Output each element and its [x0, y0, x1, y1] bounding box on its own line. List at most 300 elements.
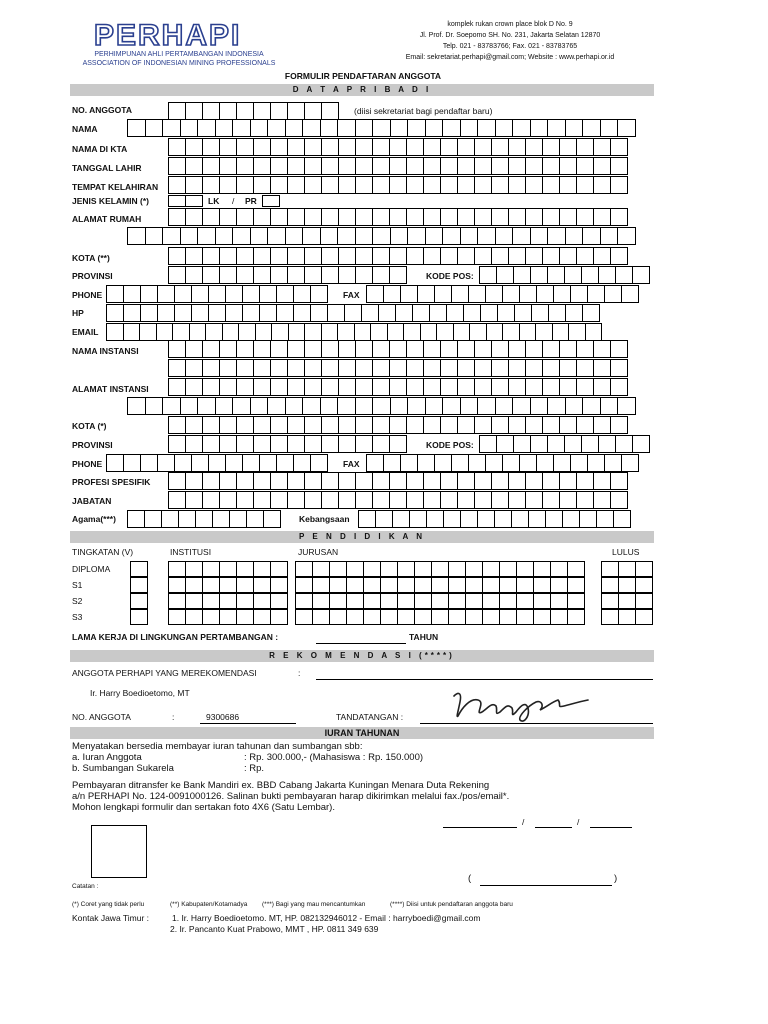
- char-box[interactable]: [448, 609, 466, 625]
- provinsi-boxes[interactable]: [168, 266, 406, 284]
- char-box[interactable]: [412, 304, 430, 322]
- char-box[interactable]: [516, 593, 534, 609]
- char-box[interactable]: [287, 157, 305, 175]
- char-box[interactable]: [596, 510, 614, 528]
- char-box[interactable]: [337, 323, 355, 341]
- char-box[interactable]: [304, 176, 322, 194]
- char-box[interactable]: [491, 138, 509, 156]
- char-box[interactable]: [355, 378, 373, 396]
- edu-check-box[interactable]: [130, 577, 147, 593]
- char-box[interactable]: [168, 195, 186, 207]
- char-box[interactable]: [547, 119, 566, 137]
- jenis-kelamin-box-end[interactable]: [262, 195, 279, 207]
- char-box[interactable]: [559, 472, 577, 490]
- char-box[interactable]: [406, 157, 424, 175]
- char-box[interactable]: [440, 472, 458, 490]
- edu-jurusan-boxes[interactable]: [295, 593, 584, 609]
- char-box[interactable]: [140, 454, 158, 472]
- char-box[interactable]: [285, 119, 304, 137]
- char-box[interactable]: [423, 157, 441, 175]
- char-box[interactable]: [593, 340, 611, 358]
- char-box[interactable]: [372, 340, 390, 358]
- char-box[interactable]: [414, 561, 432, 577]
- char-box[interactable]: [312, 593, 330, 609]
- char-box[interactable]: [567, 593, 585, 609]
- char-box[interactable]: [482, 577, 500, 593]
- char-box[interactable]: [508, 176, 526, 194]
- char-box[interactable]: [491, 157, 509, 175]
- char-box[interactable]: [615, 266, 633, 284]
- char-box[interactable]: [270, 157, 288, 175]
- char-box[interactable]: [185, 561, 203, 577]
- char-box[interactable]: [372, 227, 391, 245]
- char-box[interactable]: [222, 323, 240, 341]
- char-box[interactable]: [372, 208, 390, 226]
- char-box[interactable]: [604, 285, 622, 303]
- char-box[interactable]: [617, 227, 636, 245]
- char-box[interactable]: [440, 138, 458, 156]
- char-box[interactable]: [442, 227, 461, 245]
- char-box[interactable]: [168, 593, 186, 609]
- char-box[interactable]: [474, 340, 492, 358]
- char-box[interactable]: [610, 378, 628, 396]
- char-box[interactable]: [168, 416, 186, 434]
- char-box[interactable]: [236, 577, 254, 593]
- char-box[interactable]: [123, 285, 141, 303]
- char-box[interactable]: [304, 323, 322, 341]
- char-box[interactable]: [477, 510, 495, 528]
- char-box[interactable]: [598, 266, 616, 284]
- char-box[interactable]: [414, 577, 432, 593]
- char-box[interactable]: [145, 227, 164, 245]
- char-box[interactable]: [406, 138, 424, 156]
- char-box[interactable]: [168, 138, 186, 156]
- char-box[interactable]: [195, 510, 213, 528]
- char-box[interactable]: [491, 416, 509, 434]
- char-box[interactable]: [185, 102, 203, 120]
- char-box[interactable]: [496, 435, 514, 453]
- char-box[interactable]: [559, 138, 577, 156]
- nama-kta-boxes[interactable]: [168, 138, 627, 156]
- char-box[interactable]: [276, 285, 294, 303]
- fax-boxes[interactable]: [366, 285, 638, 303]
- char-box[interactable]: [168, 102, 186, 120]
- char-box[interactable]: [157, 304, 175, 322]
- char-box[interactable]: [635, 577, 653, 593]
- char-box[interactable]: [302, 227, 321, 245]
- char-box[interactable]: [497, 304, 515, 322]
- char-box[interactable]: [295, 609, 313, 625]
- edu-lulus-boxes[interactable]: [601, 577, 652, 593]
- char-box[interactable]: [530, 227, 549, 245]
- char-box[interactable]: [431, 593, 449, 609]
- char-box[interactable]: [593, 157, 611, 175]
- char-box[interactable]: [610, 176, 628, 194]
- char-box[interactable]: [542, 176, 560, 194]
- char-box[interactable]: [499, 609, 517, 625]
- char-box[interactable]: [553, 454, 571, 472]
- char-box[interactable]: [536, 285, 554, 303]
- char-box[interactable]: [321, 491, 339, 509]
- char-box[interactable]: [180, 227, 199, 245]
- char-box[interactable]: [312, 577, 330, 593]
- char-box[interactable]: [474, 157, 492, 175]
- char-box[interactable]: [593, 247, 611, 265]
- char-box[interactable]: [482, 593, 500, 609]
- char-box[interactable]: [202, 378, 220, 396]
- char-box[interactable]: [495, 227, 514, 245]
- char-box[interactable]: [270, 247, 288, 265]
- char-box[interactable]: [542, 138, 560, 156]
- hp-boxes[interactable]: [106, 304, 599, 322]
- char-box[interactable]: [425, 397, 444, 415]
- char-box[interactable]: [525, 416, 543, 434]
- char-box[interactable]: [168, 157, 186, 175]
- char-box[interactable]: [601, 561, 619, 577]
- char-box[interactable]: [491, 472, 509, 490]
- char-box[interactable]: [285, 397, 304, 415]
- char-box[interactable]: [559, 247, 577, 265]
- char-box[interactable]: [355, 491, 373, 509]
- char-box[interactable]: [354, 323, 372, 341]
- char-box[interactable]: [145, 119, 164, 137]
- char-box[interactable]: [106, 454, 124, 472]
- char-box[interactable]: [508, 208, 526, 226]
- char-box[interactable]: [499, 577, 517, 593]
- char-box[interactable]: [565, 304, 583, 322]
- char-box[interactable]: [576, 416, 594, 434]
- char-box[interactable]: [542, 472, 560, 490]
- char-box[interactable]: [593, 472, 611, 490]
- char-box[interactable]: [486, 323, 504, 341]
- char-box[interactable]: [508, 378, 526, 396]
- char-box[interactable]: [304, 378, 322, 396]
- char-box[interactable]: [482, 609, 500, 625]
- char-box[interactable]: [144, 510, 162, 528]
- char-box[interactable]: [185, 378, 203, 396]
- char-box[interactable]: [338, 208, 356, 226]
- char-box[interactable]: [494, 510, 512, 528]
- char-box[interactable]: [355, 157, 373, 175]
- char-box[interactable]: [250, 119, 269, 137]
- char-box[interactable]: [127, 510, 145, 528]
- char-box[interactable]: [162, 119, 181, 137]
- char-box[interactable]: [547, 266, 565, 284]
- char-box[interactable]: [440, 378, 458, 396]
- char-box[interactable]: [168, 340, 186, 358]
- char-box[interactable]: [440, 359, 458, 377]
- char-box[interactable]: [304, 247, 322, 265]
- char-box[interactable]: [236, 378, 254, 396]
- char-box[interactable]: [460, 510, 478, 528]
- char-box[interactable]: [495, 397, 514, 415]
- char-box[interactable]: [287, 416, 305, 434]
- char-box[interactable]: [499, 561, 517, 577]
- char-box[interactable]: [389, 138, 407, 156]
- char-box[interactable]: [491, 378, 509, 396]
- char-box[interactable]: [465, 609, 483, 625]
- char-box[interactable]: [372, 247, 390, 265]
- char-box[interactable]: [219, 359, 237, 377]
- char-box[interactable]: [197, 119, 216, 137]
- char-box[interactable]: [205, 323, 223, 341]
- char-box[interactable]: [168, 266, 186, 284]
- char-box[interactable]: [202, 266, 220, 284]
- char-box[interactable]: [372, 138, 390, 156]
- char-box[interactable]: [448, 561, 466, 577]
- char-box[interactable]: [276, 454, 294, 472]
- char-box[interactable]: [370, 323, 388, 341]
- kota-instansi-boxes[interactable]: [168, 416, 627, 434]
- nama-boxes[interactable]: [127, 119, 635, 137]
- char-box[interactable]: [262, 195, 280, 207]
- char-box[interactable]: [425, 227, 444, 245]
- char-box[interactable]: [567, 577, 585, 593]
- char-box[interactable]: [225, 285, 243, 303]
- char-box[interactable]: [253, 138, 271, 156]
- char-box[interactable]: [542, 340, 560, 358]
- char-box[interactable]: [232, 227, 251, 245]
- char-box[interactable]: [423, 416, 441, 434]
- char-box[interactable]: [321, 266, 339, 284]
- char-box[interactable]: [491, 208, 509, 226]
- char-box[interactable]: [127, 227, 146, 245]
- char-box[interactable]: [440, 247, 458, 265]
- char-box[interactable]: [338, 340, 356, 358]
- char-box[interactable]: [287, 176, 305, 194]
- lama-kerja-field[interactable]: [316, 633, 406, 644]
- char-box[interactable]: [547, 397, 566, 415]
- char-box[interactable]: [632, 435, 650, 453]
- char-box[interactable]: [383, 285, 401, 303]
- char-box[interactable]: [477, 397, 496, 415]
- char-box[interactable]: [535, 323, 553, 341]
- char-box[interactable]: [508, 157, 526, 175]
- char-box[interactable]: [372, 359, 390, 377]
- char-box[interactable]: [219, 340, 237, 358]
- char-box[interactable]: [552, 323, 570, 341]
- char-box[interactable]: [516, 561, 534, 577]
- char-box[interactable]: [576, 157, 594, 175]
- nama-instansi-boxes-2[interactable]: [168, 359, 627, 377]
- char-box[interactable]: [185, 266, 203, 284]
- char-box[interactable]: [180, 119, 199, 137]
- char-box[interactable]: [474, 208, 492, 226]
- char-box[interactable]: [407, 397, 426, 415]
- char-box[interactable]: [321, 323, 339, 341]
- char-box[interactable]: [363, 577, 381, 593]
- char-box[interactable]: [168, 247, 186, 265]
- char-box[interactable]: [270, 138, 288, 156]
- char-box[interactable]: [389, 157, 407, 175]
- char-box[interactable]: [270, 577, 288, 593]
- char-box[interactable]: [253, 593, 271, 609]
- char-box[interactable]: [565, 119, 584, 137]
- char-box[interactable]: [514, 304, 532, 322]
- date-year-line[interactable]: [590, 817, 632, 828]
- char-box[interactable]: [508, 340, 526, 358]
- char-box[interactable]: [270, 561, 288, 577]
- char-box[interactable]: [363, 593, 381, 609]
- char-box[interactable]: [197, 397, 216, 415]
- char-box[interactable]: [338, 491, 356, 509]
- char-box[interactable]: [304, 472, 322, 490]
- char-box[interactable]: [321, 340, 339, 358]
- char-box[interactable]: [451, 454, 469, 472]
- char-box[interactable]: [567, 561, 585, 577]
- char-box[interactable]: [202, 577, 220, 593]
- char-box[interactable]: [253, 102, 271, 120]
- char-box[interactable]: [355, 472, 373, 490]
- char-box[interactable]: [253, 435, 271, 453]
- char-box[interactable]: [232, 397, 251, 415]
- char-box[interactable]: [553, 285, 571, 303]
- char-box[interactable]: [593, 208, 611, 226]
- char-box[interactable]: [406, 247, 424, 265]
- char-box[interactable]: [270, 609, 288, 625]
- char-box[interactable]: [610, 157, 628, 175]
- char-box[interactable]: [610, 491, 628, 509]
- char-box[interactable]: [321, 208, 339, 226]
- char-box[interactable]: [621, 285, 639, 303]
- char-box[interactable]: [162, 227, 181, 245]
- char-box[interactable]: [338, 435, 356, 453]
- char-box[interactable]: [593, 416, 611, 434]
- char-box[interactable]: [474, 416, 492, 434]
- char-box[interactable]: [185, 176, 203, 194]
- char-box[interactable]: [593, 378, 611, 396]
- char-box[interactable]: [267, 397, 286, 415]
- alamat-instansi-boxes-1[interactable]: [168, 378, 627, 396]
- char-box[interactable]: [550, 577, 568, 593]
- char-box[interactable]: [409, 510, 427, 528]
- char-box[interactable]: [463, 304, 481, 322]
- char-box[interactable]: [372, 435, 390, 453]
- char-box[interactable]: [380, 593, 398, 609]
- char-box[interactable]: [127, 397, 146, 415]
- phone-boxes[interactable]: [106, 285, 327, 303]
- char-box[interactable]: [338, 472, 356, 490]
- char-box[interactable]: [202, 157, 220, 175]
- char-box[interactable]: [232, 119, 251, 137]
- char-box[interactable]: [355, 266, 373, 284]
- char-box[interactable]: [610, 359, 628, 377]
- char-box[interactable]: [185, 416, 203, 434]
- char-box[interactable]: [253, 266, 271, 284]
- char-box[interactable]: [355, 119, 374, 137]
- char-box[interactable]: [474, 138, 492, 156]
- char-box[interactable]: [397, 593, 415, 609]
- char-box[interactable]: [440, 416, 458, 434]
- char-box[interactable]: [106, 285, 124, 303]
- alamat-rumah-boxes-1[interactable]: [168, 208, 627, 226]
- char-box[interactable]: [168, 491, 186, 509]
- char-box[interactable]: [302, 397, 321, 415]
- char-box[interactable]: [550, 561, 568, 577]
- char-box[interactable]: [338, 359, 356, 377]
- char-box[interactable]: [434, 285, 452, 303]
- char-box[interactable]: [168, 561, 186, 577]
- char-box[interactable]: [219, 609, 237, 625]
- char-box[interactable]: [355, 359, 373, 377]
- char-box[interactable]: [406, 340, 424, 358]
- char-box[interactable]: [443, 510, 461, 528]
- char-box[interactable]: [457, 378, 475, 396]
- char-box[interactable]: [127, 119, 146, 137]
- char-box[interactable]: [236, 609, 254, 625]
- char-box[interactable]: [429, 304, 447, 322]
- char-box[interactable]: [582, 304, 600, 322]
- kode-pos-instansi-boxes[interactable]: [479, 435, 649, 453]
- char-box[interactable]: [406, 416, 424, 434]
- char-box[interactable]: [512, 119, 531, 137]
- char-box[interactable]: [236, 561, 254, 577]
- char-box[interactable]: [310, 454, 328, 472]
- char-box[interactable]: [253, 561, 271, 577]
- phone-instansi-boxes[interactable]: [106, 454, 327, 472]
- char-box[interactable]: [123, 323, 141, 341]
- char-box[interactable]: [270, 593, 288, 609]
- char-box[interactable]: [168, 176, 186, 194]
- char-box[interactable]: [610, 208, 628, 226]
- char-box[interactable]: [587, 454, 605, 472]
- char-box[interactable]: [502, 285, 520, 303]
- char-box[interactable]: [215, 119, 234, 137]
- char-box[interactable]: [202, 176, 220, 194]
- char-box[interactable]: [485, 285, 503, 303]
- char-box[interactable]: [536, 454, 554, 472]
- char-box[interactable]: [321, 472, 339, 490]
- char-box[interactable]: [236, 208, 254, 226]
- edu-check-box[interactable]: [130, 609, 147, 625]
- char-box[interactable]: [406, 176, 424, 194]
- char-box[interactable]: [253, 378, 271, 396]
- kode-pos-boxes[interactable]: [479, 266, 649, 284]
- char-box[interactable]: [168, 208, 186, 226]
- edu-jurusan-boxes[interactable]: [295, 577, 584, 593]
- char-box[interactable]: [312, 609, 330, 625]
- char-box[interactable]: [530, 266, 548, 284]
- char-box[interactable]: [219, 472, 237, 490]
- char-box[interactable]: [242, 304, 260, 322]
- char-box[interactable]: [383, 454, 401, 472]
- char-box[interactable]: [355, 340, 373, 358]
- edu-lulus-boxes[interactable]: [601, 561, 652, 577]
- agama-boxes[interactable]: [127, 510, 280, 528]
- char-box[interactable]: [346, 577, 364, 593]
- char-box[interactable]: [491, 247, 509, 265]
- char-box[interactable]: [491, 176, 509, 194]
- char-box[interactable]: [180, 397, 199, 415]
- nama-instansi-boxes-1[interactable]: [168, 340, 627, 358]
- char-box[interactable]: [295, 561, 313, 577]
- char-box[interactable]: [185, 208, 203, 226]
- char-box[interactable]: [285, 227, 304, 245]
- char-box[interactable]: [321, 176, 339, 194]
- char-box[interactable]: [406, 359, 424, 377]
- char-box[interactable]: [440, 340, 458, 358]
- char-box[interactable]: [390, 119, 409, 137]
- char-box[interactable]: [236, 102, 254, 120]
- char-box[interactable]: [423, 359, 441, 377]
- kota-boxes[interactable]: [168, 247, 627, 265]
- char-box[interactable]: [372, 397, 391, 415]
- char-box[interactable]: [593, 491, 611, 509]
- char-box[interactable]: [389, 491, 407, 509]
- char-box[interactable]: [406, 378, 424, 396]
- char-box[interactable]: [440, 157, 458, 175]
- char-box[interactable]: [397, 577, 415, 593]
